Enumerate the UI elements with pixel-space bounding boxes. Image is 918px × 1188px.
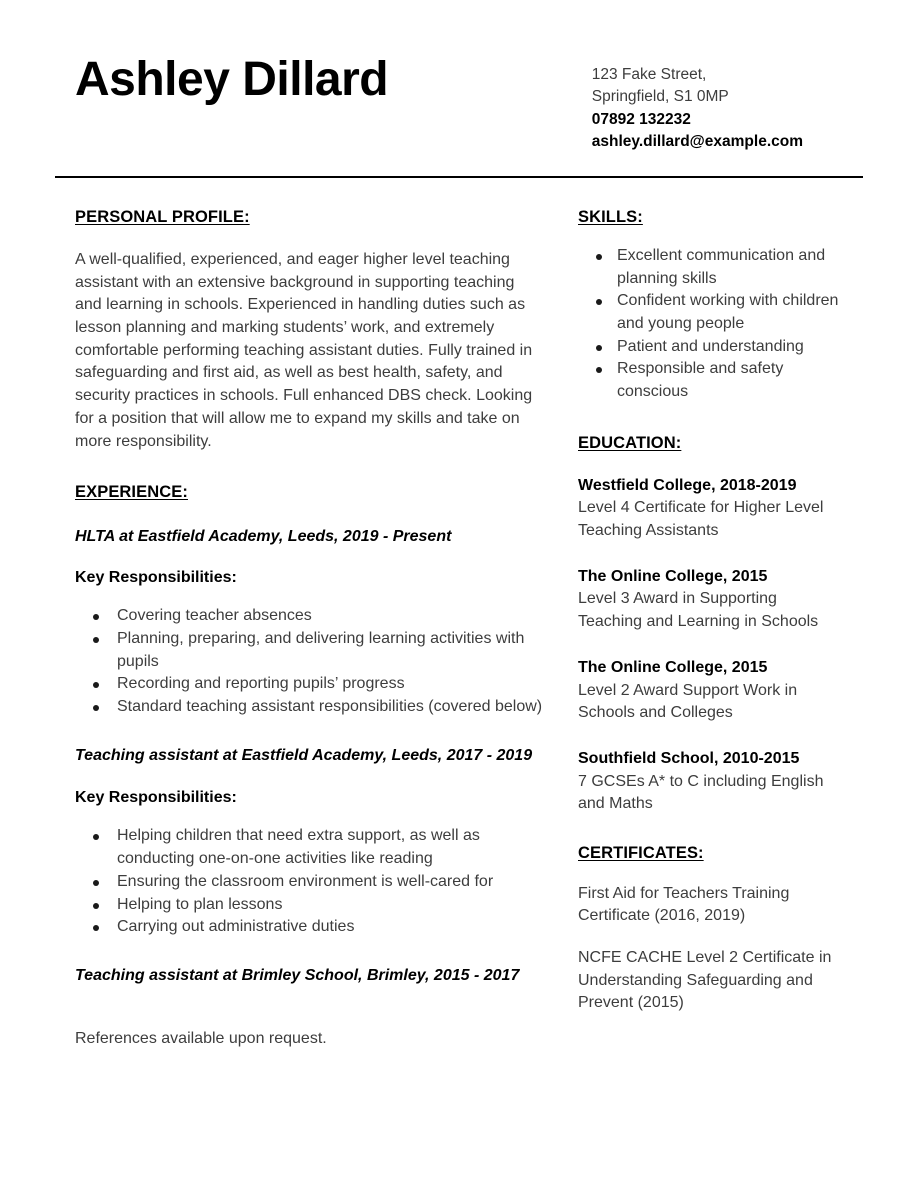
education-detail: Level 3 Award in Supporting Teaching and Learning in Schools — [578, 590, 819, 630]
job-title: Teaching assistant at Brimley School, Brimley, 2015 - 2017 — [75, 966, 520, 984]
list-item: Patient and understanding — [578, 336, 845, 359]
job-responsibilities-list — [75, 605, 545, 719]
education-detail: Level 4 Certificate for Higher Level Teaching Assistants — [578, 499, 824, 539]
contact-street: 123 Fake Street, — [591, 66, 707, 83]
experience-heading: EXPERIENCE: — [75, 483, 188, 502]
list-item: Planning, preparing, and delivering learning activities with pupils — [75, 628, 545, 673]
education-school: The Online College, 2015 — [578, 568, 768, 586]
job-title: HLTA at Eastfield Academy, Leeds, 2019 - Present — [75, 528, 452, 546]
education-heading: EDUCATION: — [578, 433, 682, 452]
certificate-item: NCFE CACHE Level 2 Certificate in Understanding Safeguarding and Prevent (2015) — [578, 949, 832, 1012]
education-detail: Level 2 Award Support Work in Schools and Colleges — [578, 681, 798, 722]
candidate-name: Ashley Dillard — [75, 53, 389, 106]
certificates-heading: CERTIFICATES: — [578, 843, 704, 862]
list-item: Carrying out administrative duties — [75, 916, 545, 939]
list-item: Ensuring the classroom environment is well-cared for — [75, 871, 545, 894]
personal-profile-text: A well-qualified, experienced, and eager higher level teaching assistant with an extensive background in supporting teaching and learning in schools. Experienced in handling duties such as lesson planning and marking students’ work, and extremely comfortable performing teaching assistant duties. Fully trained in safeguarding and first aid, as well as best health, safety, and security practices in schools. Full enhanced DBS check. Looking for a position that will allow me to expand my skills and take on more responsibility. — [75, 250, 533, 450]
education-entry — [578, 657, 845, 724]
list-item: Covering teacher absences — [75, 605, 545, 628]
skills-heading: SKILLS: — [578, 207, 643, 226]
skills-list — [578, 245, 845, 404]
list-item: Responsible and safety conscious — [578, 358, 845, 403]
references-note: References available upon request. — [75, 1029, 327, 1047]
list-item: Recording and reporting pupils’ progress — [75, 673, 545, 696]
job-responsibilities-list — [75, 825, 545, 939]
job-title: Teaching assistant at Eastfield Academy, Leeds, 2017 - 2019 — [75, 746, 533, 764]
list-item: Helping to plan lessons — [75, 894, 545, 917]
list-item: Excellent communication and planning skills — [578, 245, 845, 290]
key-responsibilities-label: Key Responsibilities: — [75, 569, 237, 587]
certificate-item: First Aid for Teachers Training Certificate (2016, 2019) — [578, 884, 790, 924]
contact-city-postcode: Springfield, S1 0MP — [591, 88, 729, 106]
resume-header — [55, 0, 863, 154]
header-divider — [55, 176, 863, 178]
right-column — [545, 208, 845, 1015]
contact-block — [592, 52, 863, 154]
education-entry — [578, 475, 845, 542]
education-school: Southfield School, 2010-2015 — [578, 750, 800, 768]
education-school: Westfield College, 2018-2019 — [578, 476, 797, 494]
key-responsibilities-label: Key Responsibilities: — [75, 789, 237, 807]
left-column — [55, 208, 545, 1051]
education-school: The Online College, 2015 — [578, 659, 768, 677]
contact-phone: 07892 132232 — [591, 110, 691, 128]
list-item: Confident working with children and young people — [578, 290, 845, 335]
resume-columns — [55, 208, 863, 1051]
education-detail: 7 GCSEs A* to C including English and Maths — [578, 772, 824, 813]
personal-profile-heading: PERSONAL PROFILE: — [75, 207, 250, 226]
contact-email: ashley.dillard@example.com — [591, 133, 803, 151]
education-entry — [578, 748, 845, 815]
education-entry — [578, 566, 845, 633]
list-item: Standard teaching assistant responsibilities (covered below) — [75, 696, 545, 719]
list-item: Helping children that need extra support, as well as conducting one-on-one activities like reading — [75, 825, 545, 870]
